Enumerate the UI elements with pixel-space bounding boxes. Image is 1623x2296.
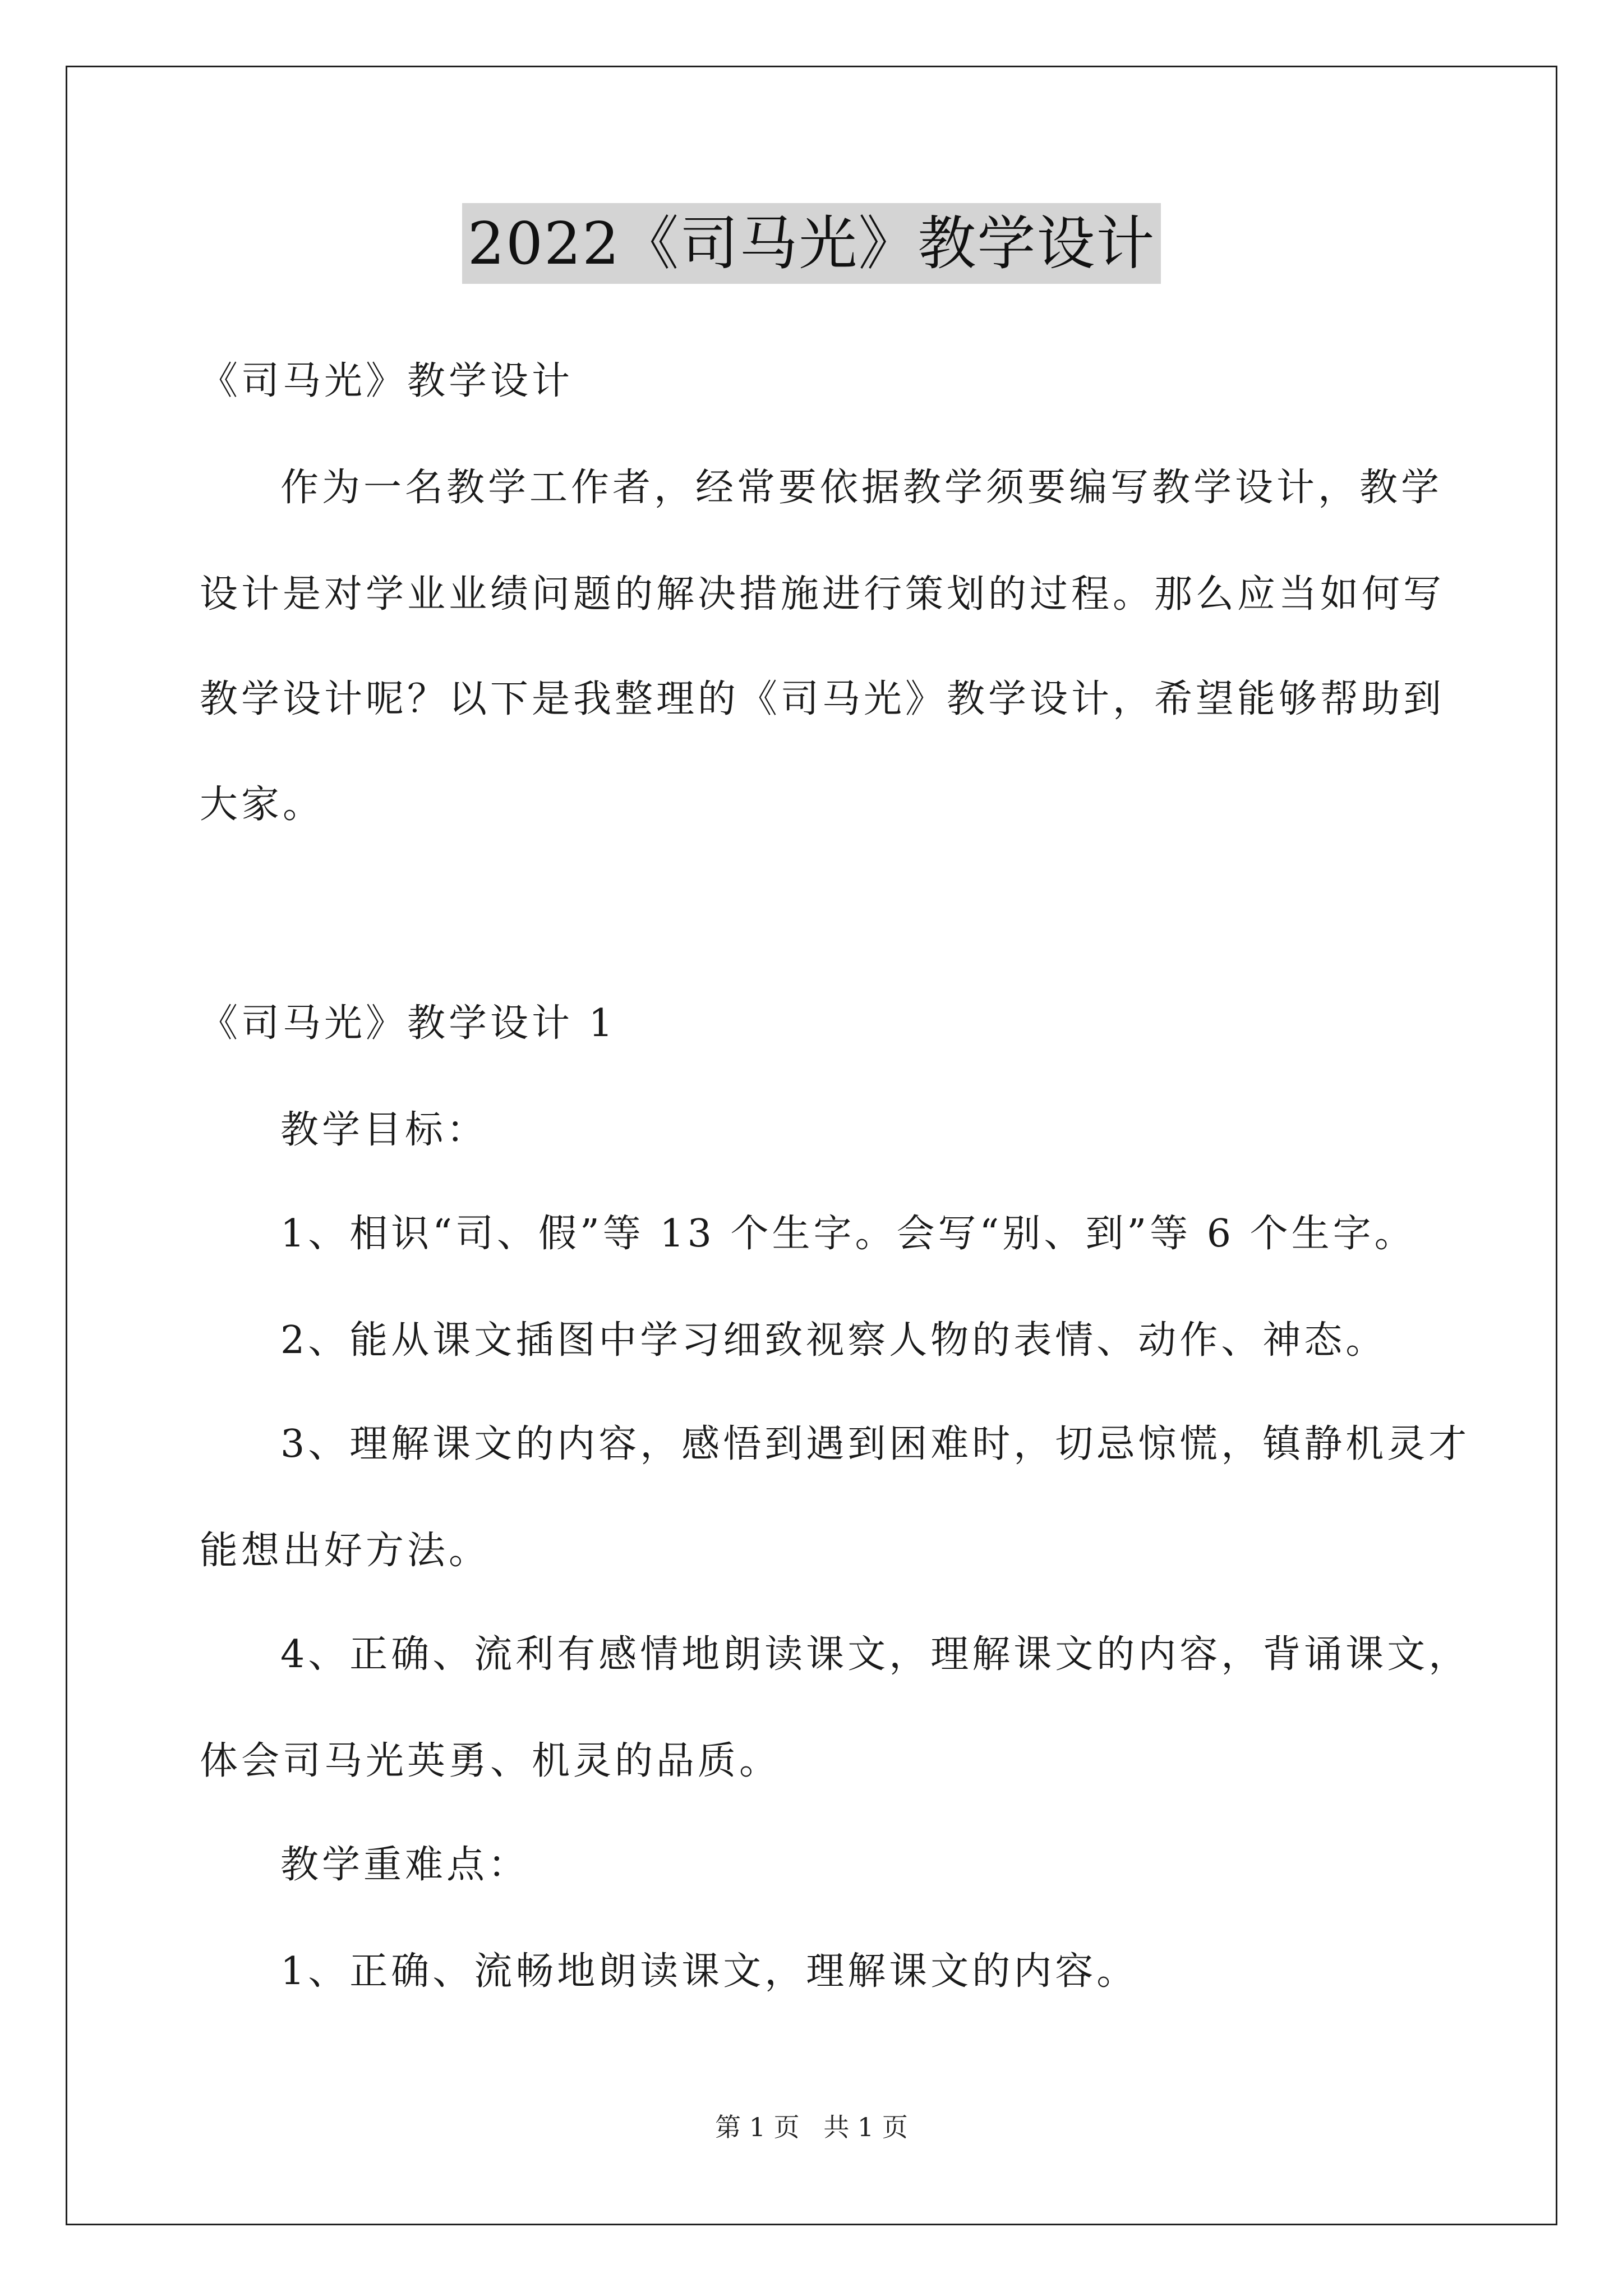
subtitle: 《司马光》教学设计 [200, 359, 574, 403]
goal-line-4: 能想出好方法。 [200, 1529, 491, 1573]
intro-line-2: 设计是对学业业绩问题的解决措施进行策划的过程。那么应当如何写 [200, 572, 1445, 616]
intro-line-1: 作为一名教学工作者，经常要依据教学须要编写教学设计，教学 [280, 466, 1443, 510]
goals-heading: 教学目标： [280, 1108, 488, 1152]
goal-line-2: 2、能从课文插图中学习细致视察人物的表情、动作、神态。 [280, 1318, 1387, 1363]
intro-line-3: 教学设计呢？以下是我整理的《司马光》教学设计，希望能够帮助到 [200, 677, 1445, 721]
goal-line-3: 3、理解课文的内容，感悟到遇到困难时，切忌惊慌，镇静机灵才 [280, 1422, 1470, 1466]
difficulty-line-1: 1、正确、流畅地朗读课文，理解课文的内容。 [280, 1949, 1138, 1994]
goal-line-1: 1、相识“司、假”等 13 个生字。会写“别、到”等 6 个生字。 [280, 1212, 1416, 1256]
intro-line-4: 大家。 [200, 783, 325, 827]
page-number: 第 1 页 [715, 2112, 800, 2142]
page-total: 共 1 页 [823, 2112, 908, 2142]
goal-line-6: 体会司马光英勇、机灵的品质。 [200, 1739, 781, 1783]
document-title: 2022《司马光》教学设计 [462, 203, 1161, 284]
section-title: 《司马光》教学设计 1 [200, 1001, 616, 1046]
title-container [0, 203, 1623, 284]
page-footer [0, 2110, 1623, 2144]
goal-line-5: 4、正确、流利有感情地朗读课文，理解课文的内容，背诵课文， [280, 1632, 1470, 1677]
difficulties-heading: 教学重难点： [280, 1843, 530, 1887]
